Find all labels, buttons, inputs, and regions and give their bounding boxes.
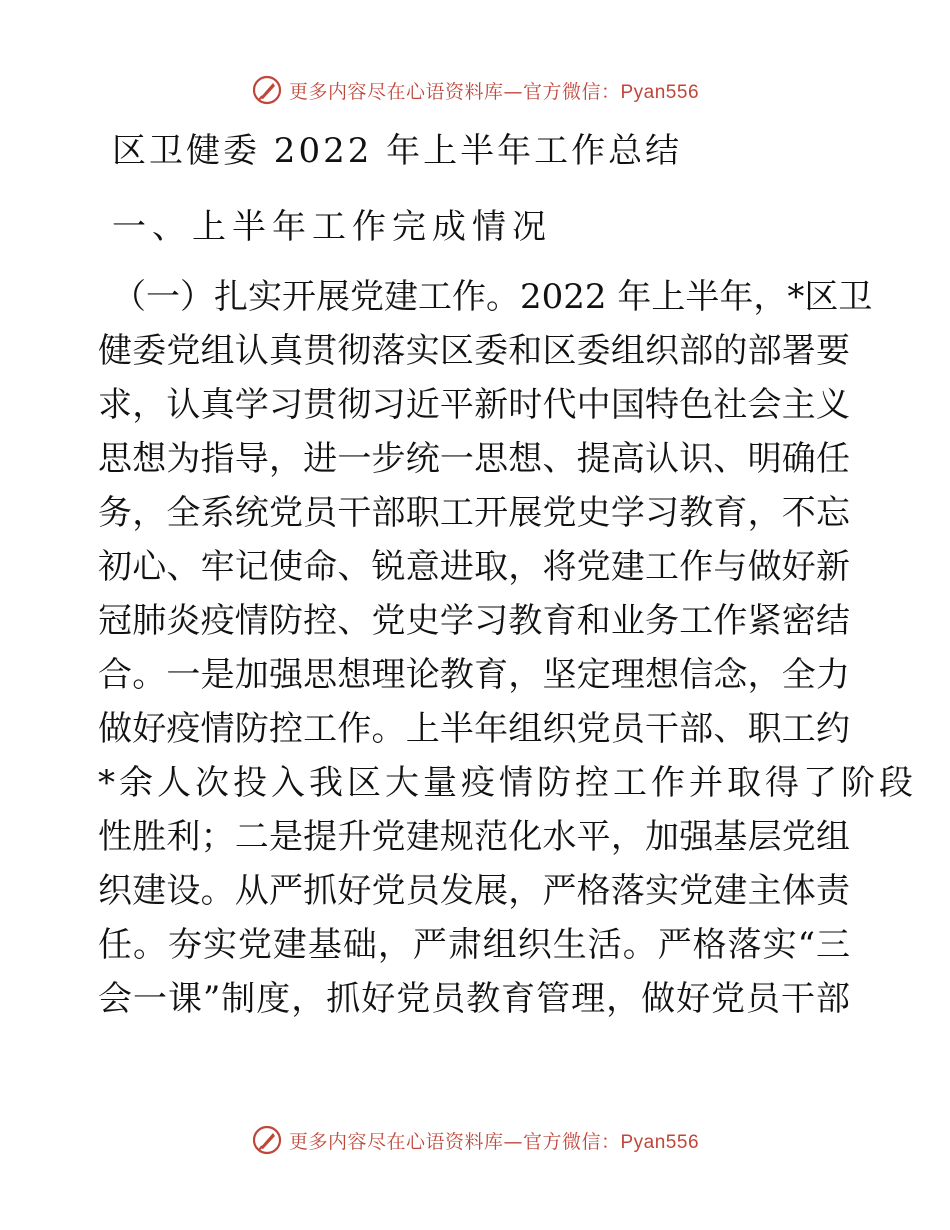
- header-watermark: [0, 70, 950, 110]
- body-line: 健委党组认真贯彻落实区委和区委组织部的部署要: [98, 331, 850, 371]
- watermark-text: [289, 1127, 699, 1154]
- section-heading: 一、上半年工作完成情况: [112, 207, 552, 247]
- watermark-label: 更多内容尽在心语资料库—官方微信：: [288, 1130, 621, 1153]
- quill-logo-icon: [251, 1124, 283, 1156]
- body-line: 性胜利；二是提升党建规范化水平，加强基层党组: [98, 817, 850, 857]
- quill-logo-icon: [251, 74, 283, 106]
- document-title: 区卫健委 2022 年上半年工作总结: [112, 131, 683, 171]
- body-line: 思想为指导，进一步统一思想、提高认识、明确任: [98, 439, 850, 479]
- body-line: 求，认真学习贯彻习近平新时代中国特色社会主义: [98, 385, 850, 425]
- footer-watermark: [0, 1120, 950, 1160]
- body-line: 做好疫情防控工作。上半年组织党员干部、职工约: [98, 709, 850, 749]
- body-line: 合。一是加强思想理论教育，坚定理想信念，全力: [98, 655, 850, 695]
- body-line: 任。夯实党建基础，严肃组织生活。严格落实“三: [98, 925, 850, 965]
- body-line: （一）扎实开展党建工作。2022 年上半年，*区卫: [112, 277, 873, 317]
- body-line: *余人次投入我区大量疫情防控工作并取得了阶段: [98, 763, 917, 803]
- body-line: 冠肺炎疫情防控、党史学习教育和业务工作紧密结: [98, 601, 850, 641]
- watermark-wechat-id: Pyan556: [620, 1131, 700, 1153]
- body-line: 织建设。从严抓好党员发展，严格落实党建主体责: [98, 871, 850, 911]
- body-line: 务，全系统党员干部职工开展党史学习教育，不忘: [98, 493, 850, 533]
- body-line: 初心、牢记使命、锐意进取，将党建工作与做好新: [98, 547, 850, 587]
- body-line: 会一课”制度，抓好党员教育管理，做好党员干部: [98, 979, 850, 1019]
- body-paragraph: [98, 270, 917, 1026]
- watermark-label: 更多内容尽在心语资料库—官方微信：: [288, 80, 621, 103]
- watermark-wechat-id: Pyan556: [620, 81, 700, 103]
- watermark-text: [289, 77, 699, 104]
